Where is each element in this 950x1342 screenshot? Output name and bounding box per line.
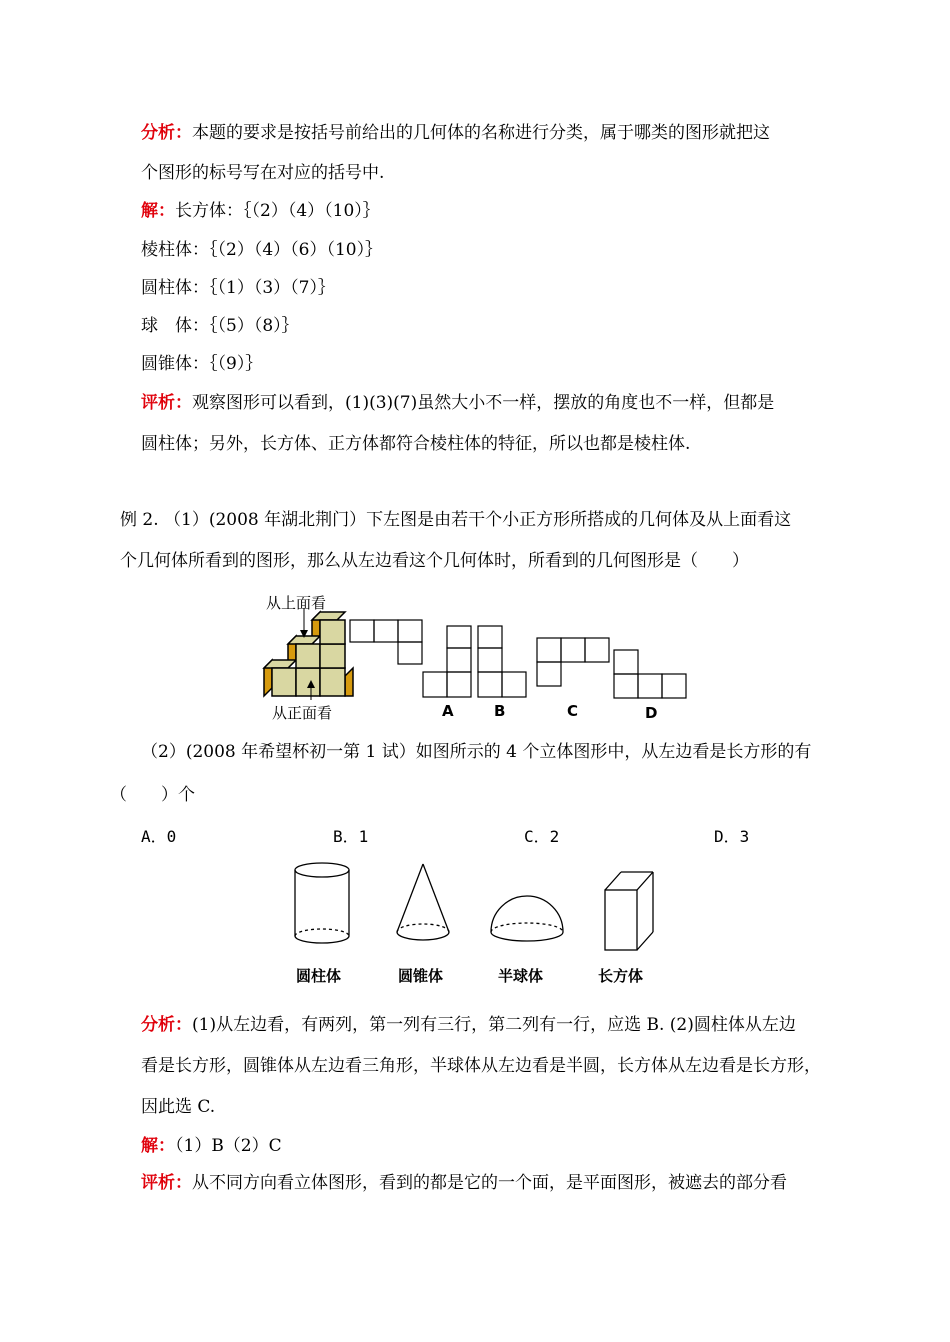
- solution-text: （1）B（2）C: [175, 1136, 282, 1156]
- analysis-text-line: 个图形的标号写在对应的括号中.: [141, 163, 385, 183]
- solution-label: 解：: [141, 1136, 175, 1156]
- solution-row: 圆柱体：｛（1）（3）（7）｝: [141, 278, 335, 298]
- solid-label-cone: 圆锥体: [398, 967, 444, 985]
- cube-stack: [264, 608, 353, 700]
- analysis-text: 本题的要求是按括号前给出的几何体的名称进行分类，属于哪类的图形就把这: [192, 123, 770, 143]
- solid-label-hemisphere: 半球体: [498, 967, 544, 985]
- top-view-grid: [350, 620, 422, 664]
- hemisphere-shape: [491, 896, 563, 941]
- option-a-shape: [423, 626, 471, 697]
- comment-paragraph-1: [141, 391, 774, 415]
- solution-paragraph-1: [141, 199, 380, 223]
- solution-paragraph-2: [141, 1134, 282, 1158]
- example-2-question: 例 2. （1）(2008 年湖北荆门）下左图是由若干个小正方形所搭成的几何体及从上面看这: [120, 510, 792, 530]
- option-b-label: B: [494, 702, 506, 720]
- part-2-question-line: （ ）个: [110, 785, 195, 805]
- comment-text-line: 圆柱体；另外，长方体、正方体都符合棱柱体的特征，所以也都是棱柱体.: [141, 434, 691, 454]
- analysis-paragraph-1: [141, 121, 770, 145]
- front-view-label: 从正面看: [272, 704, 333, 722]
- comment-label: 评析：: [141, 1173, 192, 1193]
- solution-row: 棱柱体：｛（2）（4）（6）（10）｝: [141, 240, 383, 260]
- choice-b: B．1: [333, 827, 369, 846]
- analysis-text-line: 看是长方形，圆锥体从左边看三角形，半球体从左边看是半圆，长方体从左边看是长方形，: [141, 1056, 821, 1076]
- option-c-label: C: [567, 702, 579, 720]
- option-b-shape: [478, 626, 526, 697]
- part-2-question: （2）(2008 年希望杯初一第 1 试）如图所示的 4 个立体图形中，从左边看是长方形的有: [141, 742, 812, 762]
- comment-text: 观察图形可以看到，(1)(3)(7)虽然大小不一样，摆放的角度也不一样，但都是: [192, 393, 775, 413]
- solid-label-cuboid: 长方体: [598, 967, 644, 985]
- choice-a: A．0: [141, 827, 177, 846]
- solution-row: 圆锥体：｛（9）｝: [141, 354, 263, 374]
- analysis-label: 分析：: [141, 123, 192, 143]
- solid-label-cylinder: 圆柱体: [296, 967, 342, 985]
- solids-figure: [285, 858, 665, 958]
- top-view-label: 从上面看: [266, 594, 327, 612]
- cone-shape: [397, 864, 449, 940]
- option-a-label: A: [442, 702, 454, 720]
- solution-label: 解：: [141, 201, 175, 221]
- solution-row: 球 体：｛（5）（8）｝: [141, 316, 299, 336]
- analysis-text: (1)从左边看，有两列，第一列有三行，第二列有一行，应选 B. (2)圆柱体从左边: [192, 1015, 796, 1035]
- cylinder-shape: [295, 863, 349, 943]
- analysis-text-line: 因此选 C.: [141, 1097, 216, 1117]
- analysis-label: 分析：: [141, 1015, 192, 1035]
- comment-paragraph-2: [141, 1171, 787, 1195]
- option-d-label: D: [645, 704, 658, 722]
- comment-text: 从不同方向看立体图形，看到的都是它的一个面，是平面图形，被遮去的部分看: [192, 1173, 787, 1193]
- option-c-shape: [537, 638, 609, 686]
- choice-d: D．3: [714, 827, 750, 846]
- option-d-shape: [614, 650, 686, 698]
- comment-label: 评析：: [141, 393, 192, 413]
- choice-c: C．2: [524, 827, 560, 846]
- cube-figure: [255, 608, 695, 704]
- solution-row: 长方体：｛（2）（4）（10）｝: [175, 201, 380, 221]
- analysis-paragraph-2: [141, 1013, 796, 1037]
- cuboid-shape: [605, 872, 653, 950]
- example-2-question-line: 个几何体所看到的图形，那么从左边看这个几何体时，所看到的几何图形是（ ）: [120, 551, 749, 571]
